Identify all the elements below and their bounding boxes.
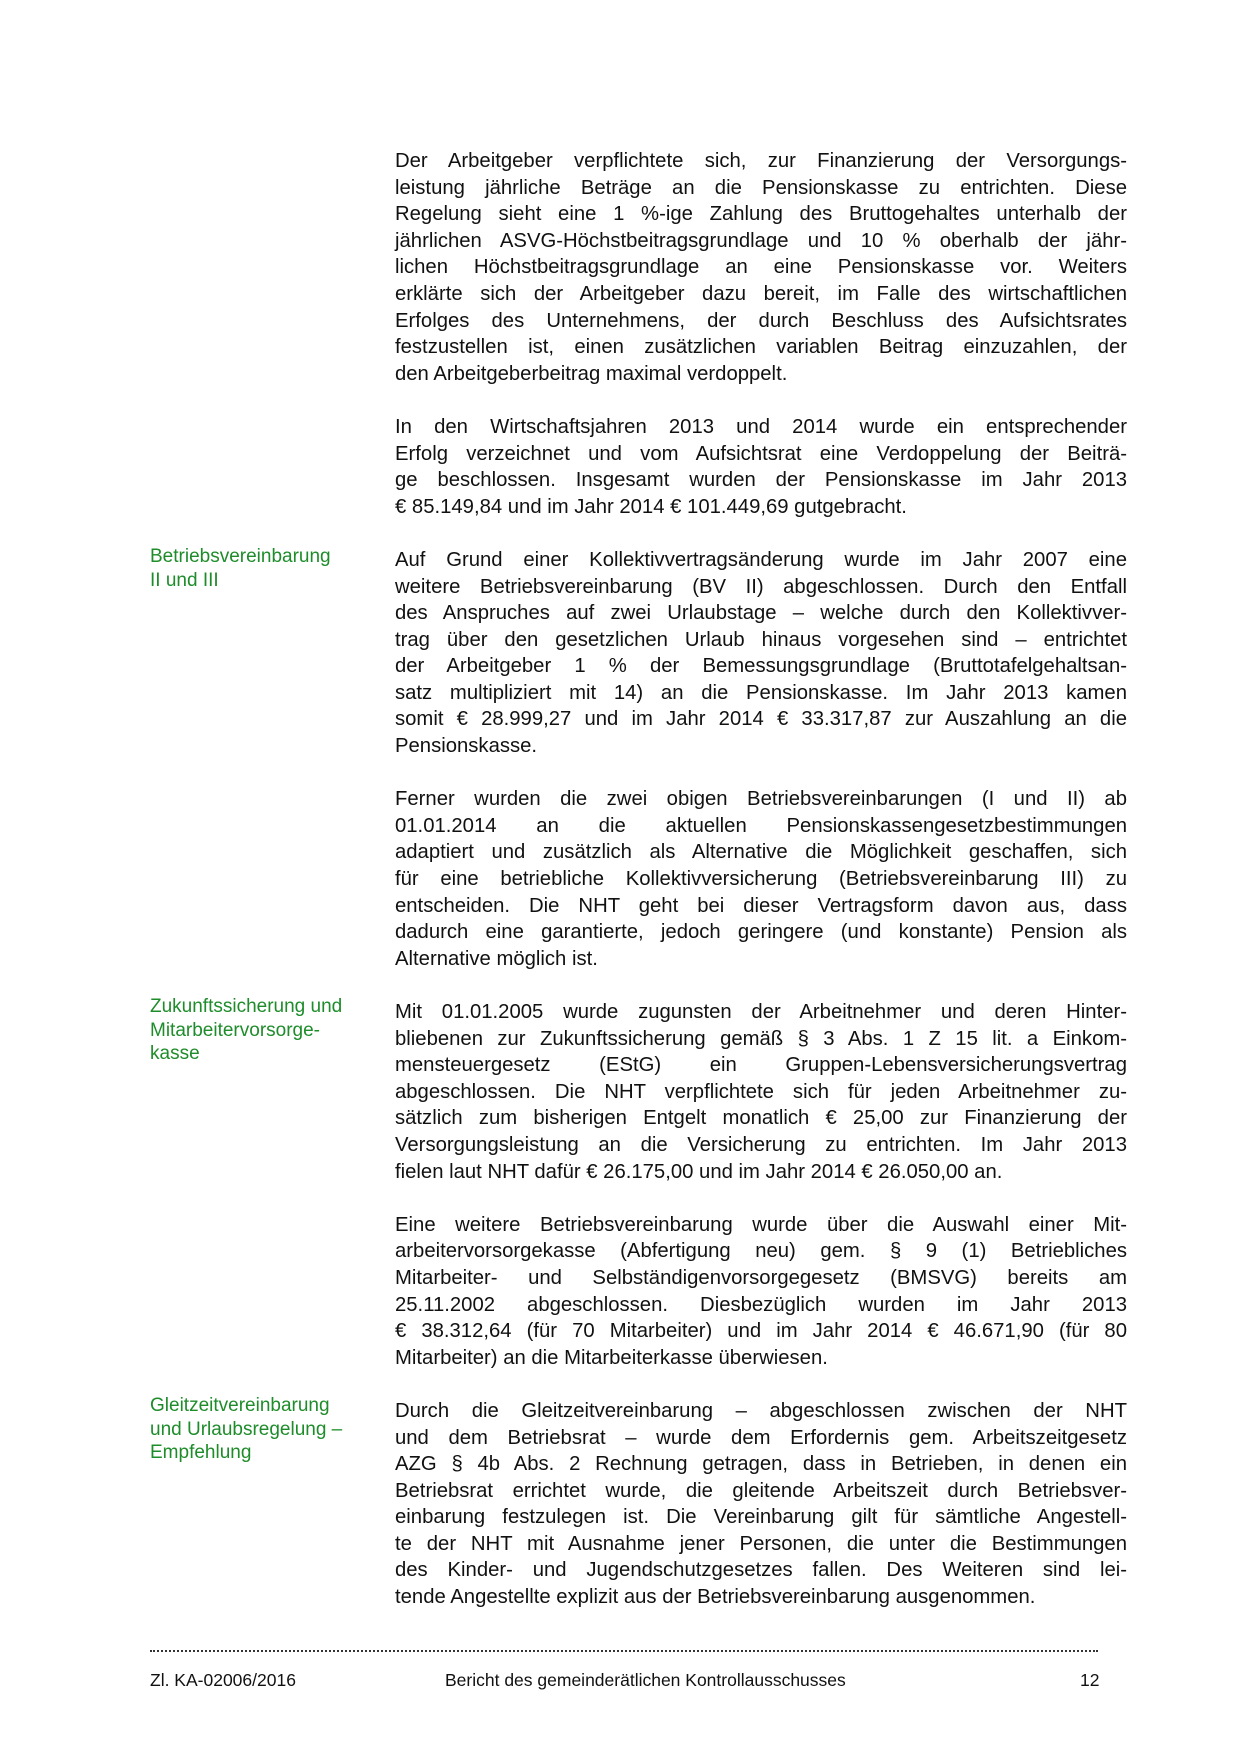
footer-divider: [150, 1650, 1098, 1652]
text-line: Auf Grund einer Kollektivvertragsänderung wurde im Jahr 2007 eine: [395, 548, 1127, 571]
text-line: tende Angestellte explizit aus der Betriebsvereinbarung ausgenommen.: [395, 1586, 1036, 1609]
sidebar-line: II und III: [150, 569, 219, 591]
text-line: sätzlich zum bisherigen Entgelt monatlich € 25,00 zur Finanzierung der: [395, 1107, 1127, 1130]
paragraph: [395, 1398, 1127, 1611]
text-line: entscheiden. Die NHT geht bei dieser Vertragsform davon aus, dass: [395, 894, 1127, 917]
body-text: [395, 148, 1127, 1637]
text-line: ge beschlossen. Insgesamt wurden der Pensionskasse im Jahr 2013: [395, 469, 1127, 492]
sidebar-label-zukunftssicherung: [150, 995, 375, 1066]
text-line: Pensionskasse.: [395, 735, 538, 758]
sidebar-label-gleitzeit: [150, 1394, 375, 1465]
text-line: Ferner wurden die zwei obigen Betriebsvereinbarungen (I und II) ab: [395, 788, 1127, 811]
text-line: somit € 28.999,27 und im Jahr 2014 € 33.317,87 zur Auszahlung an die: [395, 708, 1127, 731]
footer-reference: Zl. KA-02006/2016: [150, 1670, 296, 1690]
text-line: Regelung sieht eine 1 %-ige Zahlung des Bruttogehaltes unterhalb der: [395, 203, 1127, 226]
text-line: Alternative möglich ist.: [395, 947, 598, 970]
paragraph: [395, 547, 1127, 760]
text-line: 25.11.2002 abgeschlossen. Diesbezüglich wurden im Jahr 2013: [395, 1293, 1127, 1316]
text-line: satz multipliziert mit 14) an die Pensionskasse. Im Jahr 2013 kamen: [395, 681, 1127, 704]
text-line: mensteuergesetz (EStG) ein Gruppen-Lebensversicherungsvertrag: [395, 1054, 1127, 1077]
text-line: lichen Höchstbeitragsgrundlage an eine Pensionskasse vor. Weiters: [395, 256, 1127, 279]
text-line: AZG § 4b Abs. 2 Rechnung getragen, dass in Betrieben, in denen ein: [395, 1453, 1127, 1476]
text-line: arbeitervorsorgekasse (Abfertigung neu) gem. § 9 (1) Betriebliches: [395, 1240, 1127, 1263]
text-line: In den Wirtschaftsjahren 2013 und 2014 wurde ein entsprechender: [395, 415, 1127, 438]
text-line: € 38.312,64 (für 70 Mitarbeiter) und im Jahr 2014 € 46.671,90 (für 80: [395, 1320, 1127, 1343]
text-line: fielen laut NHT dafür € 26.175,00 und im Jahr 2014 € 26.050,00 an.: [395, 1160, 1003, 1183]
paragraph: [395, 1212, 1127, 1372]
text-line: des Kinder- und Jugendschutzgesetzes fallen. Des Weiteren sind lei-: [395, 1559, 1127, 1582]
text-line: einbarung festzulegen ist. Die Vereinbarung gilt für sämtliche Angestell-: [395, 1506, 1127, 1529]
text-line: und dem Betriebsrat – wurde dem Erfordernis gem. Arbeitszeitgesetz: [395, 1426, 1127, 1449]
sidebar-line: Empfehlung: [150, 1442, 252, 1463]
sidebar-line: Zukunftssicherung und: [150, 996, 343, 1017]
text-line: der Arbeitgeber 1 % der Bemessungsgrundlage (Bruttotafelgehaltsan-: [395, 655, 1127, 678]
text-line: den Arbeitgeberbeitrag maximal verdoppelt.: [395, 362, 788, 385]
paragraph: [395, 786, 1127, 972]
text-line: Versorgungsleistung an die Versicherung zu entrichten. Im Jahr 2013: [395, 1133, 1127, 1156]
text-line: Erfolg verzeichnet und vom Aufsichtsrat eine Verdoppelung der Beiträ-: [395, 442, 1127, 465]
text-line: Durch die Gleitzeitvereinbarung – abgeschlossen zwischen der NHT: [395, 1399, 1127, 1422]
sidebar-label-betriebsvereinbarung: [150, 545, 375, 592]
paragraph: [395, 148, 1127, 387]
text-line: adaptiert und zusätzlich als Alternative die Möglichkeit geschaffen, sich: [395, 841, 1127, 864]
page-number: 12: [1080, 1670, 1100, 1690]
text-line: Eine weitere Betriebsvereinbarung wurde über die Auswahl einer Mit-: [395, 1213, 1127, 1236]
sidebar-line: kasse: [150, 1043, 200, 1064]
text-line: dadurch eine garantierte, jedoch geringere (und konstante) Pension als: [395, 921, 1127, 944]
paragraph: [395, 999, 1127, 1185]
text-line: festzustellen ist, einen zusätzlichen variablen Beitrag einzuzahlen, der: [395, 336, 1127, 359]
text-line: Erfolges des Unternehmens, der durch Beschluss des Aufsichtsrates: [395, 309, 1127, 332]
text-line: Betriebsrat errichtet wurde, die gleitende Arbeitszeit durch Betriebsver-: [395, 1479, 1127, 1502]
text-line: te der NHT mit Ausnahme jener Personen, die unter die Bestimmungen: [395, 1532, 1127, 1555]
paragraph: [395, 414, 1127, 520]
text-line: Mitarbeiter- und Selbständigenvorsorgegesetz (BMSVG) bereits am: [395, 1266, 1127, 1289]
sidebar-line: Gleitzeitvereinbarung: [150, 1395, 330, 1416]
text-line: jährlichen ASVG-Höchstbeitragsgrundlage und 10 % oberhalb der jähr-: [395, 229, 1127, 252]
text-line: € 85.149,84 und im Jahr 2014 € 101.449,69 gutgebracht.: [395, 495, 907, 518]
text-line: leistung jährliche Beträge an die Pensionskasse zu entrichten. Diese: [395, 176, 1127, 199]
text-line: Mitarbeiter) an die Mitarbeiterkasse überwiesen.: [395, 1346, 828, 1369]
text-line: für eine betriebliche Kollektivversicherung (Betriebsvereinbarung III) zu: [395, 868, 1127, 891]
sidebar-line: Betriebsvereinbarung: [150, 546, 331, 567]
text-line: Der Arbeitgeber verpflichtete sich, zur Finanzierung der Versorgungs-: [395, 150, 1127, 172]
footer-title: Bericht des gemeinderätlichen Kontrollausschusses: [445, 1670, 846, 1690]
sidebar-line: Mitarbeitervorsorge-: [150, 1019, 320, 1041]
text-line: abgeschlossen. Die NHT verpflichtete sich für jeden Arbeitnehmer zu-: [395, 1080, 1127, 1103]
text-line: des Anspruches auf zwei Urlaubstage – welche durch den Kollektivver-: [395, 602, 1127, 625]
sidebar-line: und Urlaubsregelung –: [150, 1418, 343, 1440]
text-line: erklärte sich der Arbeitgeber dazu bereit, im Falle des wirtschaftlichen: [395, 282, 1127, 305]
text-line: weitere Betriebsvereinbarung (BV II) abgeschlossen. Durch den Entfall: [395, 575, 1127, 598]
text-line: Mit 01.01.2005 wurde zugunsten der Arbeitnehmer und deren Hinter-: [395, 1001, 1127, 1023]
text-line: 01.01.2014 an die aktuellen Pensionskassengesetzbestimmungen: [395, 814, 1127, 837]
text-line: trag über den gesetzlichen Urlaub hinaus vorgesehen sind – entrichtet: [395, 628, 1127, 651]
text-line: bliebenen zur Zukunftssicherung gemäß § 3 Abs. 1 Z 15 lit. a Einkom-: [395, 1027, 1127, 1050]
